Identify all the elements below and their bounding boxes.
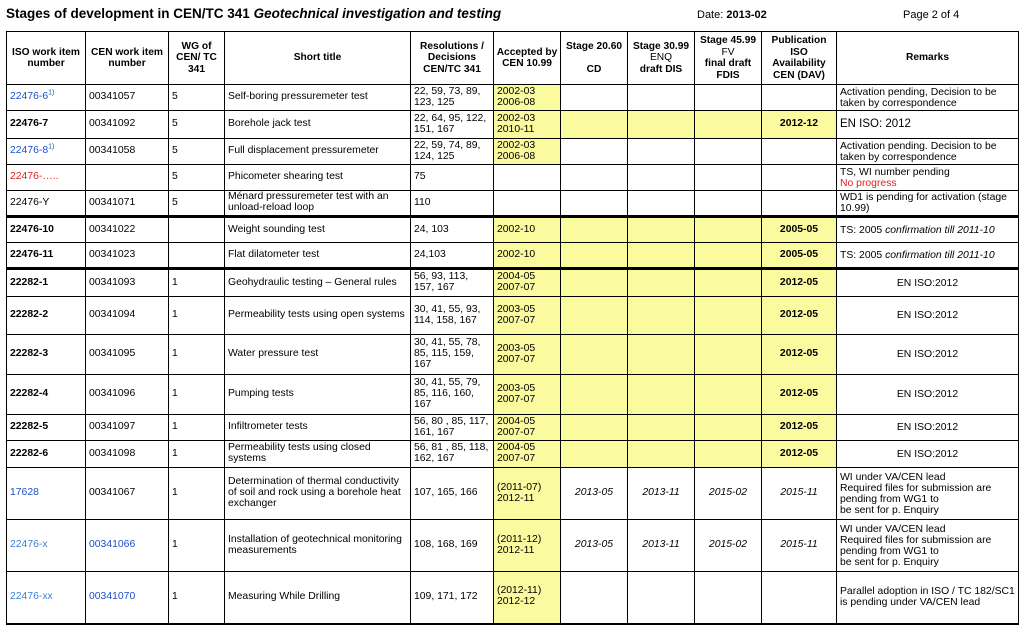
publication-cell: 2012-05 (762, 335, 837, 375)
stage-4599-cell (695, 191, 762, 217)
iso-work-item-cell: 22282-3 (7, 335, 86, 375)
stage-3099-cell: 2013-11 (628, 520, 695, 572)
resolutions-cell: 75 (411, 165, 494, 191)
publication-cell: 2012-05 (762, 297, 837, 335)
date-label: Date: (697, 9, 727, 21)
table-row (7, 111, 1019, 139)
short-title-cell: Determination of thermal conductivity of soil and rock using a borehole heat exchanger (225, 468, 411, 520)
remarks-cell: TS, WI number pending No progress (837, 165, 1019, 191)
accepted-cell: (2011-07) 2012-11 (494, 468, 561, 520)
table-row (7, 335, 1019, 375)
publication-cell: 2015-11 (762, 468, 837, 520)
fv-label: FV (721, 46, 735, 58)
accepted-cell: 2002-10 (494, 243, 561, 269)
remarks-cell: EN ISO:2012 (837, 441, 1019, 468)
cen-work-item-cell: 00341058 (86, 139, 169, 165)
publication-cell (762, 139, 837, 165)
table-body (7, 85, 1019, 624)
accepted-cell: 2003-05 2007-07 (494, 297, 561, 335)
confirmation-note: confirmation till 2011-10 (885, 249, 995, 261)
stage-3099-cell (628, 415, 695, 441)
remarks-cell: WI under VA/CEN lead Required files for submission are pending from WG1 to be sent for p. Enquiry (837, 520, 1019, 572)
stage-4599-cell (695, 441, 762, 468)
wg-cell (169, 243, 225, 269)
short-title-cell: Self-boring pressuremeter test (225, 85, 411, 111)
iso-work-item-cell: 17628 (7, 468, 86, 520)
cen-work-item-cell: 00341066 (86, 520, 169, 572)
wg-cell: 1 (169, 468, 225, 520)
publication-cell: 2005-05 (762, 217, 837, 243)
iso-work-item-cell: 22282-6 (7, 441, 86, 468)
short-title-cell: Full displacement pressuremeter (225, 139, 411, 165)
accepted-cell: 2004-05 2007-07 (494, 415, 561, 441)
wg-cell: 1 (169, 335, 225, 375)
stage-4599-cell (695, 243, 762, 269)
resolutions-cell: 30, 41, 55, 93, 114, 158, 167 (411, 297, 494, 335)
iso-work-item-cell: 22476-x (7, 520, 86, 572)
short-title-cell: Flat dilatometer test (225, 243, 411, 269)
stage-3099-cell (628, 85, 695, 111)
col-publication: Publication ISO Availability CEN (DAV) (762, 32, 837, 85)
table-row (7, 85, 1019, 111)
stage-2060-cell (561, 243, 628, 269)
publication-cell: 2012-05 (762, 415, 837, 441)
short-title-cell: Permeability tests using open systems (225, 297, 411, 335)
col-resolutions: Resolutions / Decisions CEN/TC 341 (411, 32, 494, 85)
resolutions-cell: 22, 59, 74, 89, 124, 125 (411, 139, 494, 165)
col-stage-3099 (628, 32, 695, 85)
short-title-cell: Pumping tests (225, 375, 411, 415)
stage-3099-cell (628, 243, 695, 269)
stage-2060-cell (561, 217, 628, 243)
cen-work-item-cell: 00341093 (86, 269, 169, 297)
stage-4599-cell (695, 269, 762, 297)
col-stage-2060 (561, 32, 628, 85)
table-row (7, 297, 1019, 335)
publication-cell: 2015-11 (762, 520, 837, 572)
stage-3099-cell (628, 191, 695, 217)
cen-work-item-cell: 00341023 (86, 243, 169, 269)
wg-cell (169, 217, 225, 243)
accepted-cell: 2003-05 2007-07 (494, 335, 561, 375)
publication-cell (762, 191, 837, 217)
remarks-cell: WI under VA/CEN lead Required files for submission are pending from WG1 to be sent for p. Enquiry (837, 468, 1019, 520)
publication-cell: 2012-05 (762, 375, 837, 415)
col-accepted: Accepted by CEN 10.99 (494, 32, 561, 85)
resolutions-cell: 24,103 (411, 243, 494, 269)
stage-4599-cell (695, 375, 762, 415)
wg-cell: 5 (169, 165, 225, 191)
remarks-cell: Activation pending. Decision to be taken by correspondence (837, 139, 1019, 165)
table-row (7, 572, 1019, 624)
accepted-cell (494, 191, 561, 217)
resolutions-cell: 107, 165, 166 (411, 468, 494, 520)
accepted-cell: 2002-03 2006-08 (494, 139, 561, 165)
stage-4599-label: Stage 45.99 (699, 35, 757, 46)
stage-cd-label: CD (586, 63, 602, 75)
draft-dis-label: draft DIS (639, 63, 683, 75)
stage-3099-cell: 2013-11 (628, 468, 695, 520)
resolutions-cell: 24, 103 (411, 217, 494, 243)
iso-work-item-cell: 22476-….. (7, 165, 86, 191)
table-row (7, 468, 1019, 520)
remarks-cell: Parallel adoption in ISO / TC 182/SC1 is pending under VA/CEN lead (837, 572, 1019, 624)
cen-work-item-cell: 00341095 (86, 335, 169, 375)
short-title-cell: Permeability tests using closed systems (225, 441, 411, 468)
cen-work-item-cell: 00341098 (86, 441, 169, 468)
wg-cell: 5 (169, 85, 225, 111)
stage-3099-cell (628, 139, 695, 165)
short-title-cell: Water pressure test (225, 335, 411, 375)
remarks-cell: WD1 is pending for activation (stage 10.99) (837, 191, 1019, 217)
stage-2060-cell (561, 165, 628, 191)
accepted-cell: 2004-05 2007-07 (494, 441, 561, 468)
short-title-cell: Borehole jack test (225, 111, 411, 139)
table-row (7, 243, 1019, 269)
remarks-cell: TS: 2005 confirmation till 2011-10 (837, 243, 1019, 269)
publication-cell: 2012-05 (762, 441, 837, 468)
resolutions-cell: 110 (411, 191, 494, 217)
table-row (7, 191, 1019, 217)
wg-cell: 1 (169, 520, 225, 572)
iso-work-item-cell: 22476-10 (7, 217, 86, 243)
stage-3099-cell (628, 165, 695, 191)
stage-2060-cell (561, 335, 628, 375)
stage-3099-cell (628, 111, 695, 139)
publication-cell (762, 572, 837, 624)
col-short-title: Short title (225, 32, 411, 85)
stage-2060-cell: 2013-05 (561, 520, 628, 572)
resolutions-cell: 22, 59, 73, 89, 123, 125 (411, 85, 494, 111)
resolutions-cell: 109, 171, 172 (411, 572, 494, 624)
resolutions-cell: 56, 93, 113, 157, 167 (411, 269, 494, 297)
publication-cell: 2012-12 (762, 111, 837, 139)
table-row (7, 165, 1019, 191)
wg-cell: 1 (169, 375, 225, 415)
stage-4599-cell: 2015-02 (695, 468, 762, 520)
table-row (7, 415, 1019, 441)
wg-cell: 1 (169, 441, 225, 468)
stage-4599-cell (695, 572, 762, 624)
stage-4599-cell (695, 217, 762, 243)
stage-4599-cell: 2015-02 (695, 520, 762, 572)
resolutions-cell: 30, 41, 55, 78, 85, 115, 159, 167 (411, 335, 494, 375)
stage-4599-cell (695, 139, 762, 165)
stage-4599-cell (695, 415, 762, 441)
short-title-cell: Phicometer shearing test (225, 165, 411, 191)
table-row (7, 441, 1019, 468)
short-title-cell: Ménard pressuremeter test with an unload-reload loop (225, 191, 411, 217)
accepted-cell: 2004-05 2007-07 (494, 269, 561, 297)
stages-table (6, 31, 1019, 625)
stage-4599-cell (695, 165, 762, 191)
remarks-cell: EN ISO: 2012 (837, 111, 1019, 139)
stage-2060-cell (561, 572, 628, 624)
stage-2060-cell: 2013-05 (561, 468, 628, 520)
stage-2060-cell (561, 441, 628, 468)
document-header (6, 5, 1018, 25)
resolutions-cell: 56, 80 , 85, 117, 161, 167 (411, 415, 494, 441)
resolutions-cell: 56, 81 , 85, 118, 162, 167 (411, 441, 494, 468)
remarks-cell: EN ISO:2012 (837, 269, 1019, 297)
short-title-cell: Installation of geotechnical monitoring measurements (225, 520, 411, 572)
iso-work-item-cell: 22476-7 (7, 111, 86, 139)
col-stage-4599 (695, 32, 762, 85)
stage-3099-cell (628, 335, 695, 375)
resolutions-cell: 30, 41, 55, 79, 85, 116, 160, 167 (411, 375, 494, 415)
cen-work-item-cell (86, 165, 169, 191)
accepted-cell: 2002-10 (494, 217, 561, 243)
stage-2060-cell (561, 139, 628, 165)
table-row (7, 520, 1019, 572)
col-remarks: Remarks (837, 32, 1019, 85)
cen-work-item-cell: 00341070 (86, 572, 169, 624)
stage-3099-label: Stage 30.99 (632, 40, 690, 52)
cen-work-item-cell: 00341094 (86, 297, 169, 335)
iso-work-item-cell: 22476-6$^{1)}$ (7, 85, 86, 111)
wg-cell: 1 (169, 572, 225, 624)
fdis-label: final draft FDIS (704, 58, 752, 81)
accepted-cell: 2002-03 2010-11 (494, 111, 561, 139)
short-title-cell: Measuring While Drilling (225, 572, 411, 624)
page-number: Page 2 of 4 (903, 9, 960, 21)
remarks-cell: EN ISO:2012 (837, 375, 1019, 415)
stage-4599-cell (695, 297, 762, 335)
cen-work-item-cell: 00341092 (86, 111, 169, 139)
stage-2060-cell (561, 375, 628, 415)
cen-work-item-cell: 00341071 (86, 191, 169, 217)
iso-work-item-cell: 22476-Y (7, 191, 86, 217)
col-cen-work-item: CEN work item number (86, 32, 169, 85)
remarks-cell: TS: 2005 confirmation till 2011-10 (837, 217, 1019, 243)
wg-cell: 1 (169, 269, 225, 297)
stage-3099-cell (628, 441, 695, 468)
iso-work-item-cell: 22282-1 (7, 269, 86, 297)
accepted-cell: (2011-12) 2012-11 (494, 520, 561, 572)
publication-cell: 2012-05 (762, 269, 837, 297)
publication-cell: 2005-05 (762, 243, 837, 269)
remarks-cell: EN ISO:2012 (837, 335, 1019, 375)
iso-work-item-cell: 22282-4 (7, 375, 86, 415)
iso-work-item-cell: 22476-8$^{1)}$ (7, 139, 86, 165)
stage-2060-cell (561, 297, 628, 335)
accepted-cell: 2003-05 2007-07 (494, 375, 561, 415)
short-title-cell: Weight sounding test (225, 217, 411, 243)
stage-4599-cell (695, 85, 762, 111)
table-row (7, 269, 1019, 297)
remarks-cell: EN ISO:2012 (837, 415, 1019, 441)
accepted-cell (494, 165, 561, 191)
stage-2060-cell (561, 191, 628, 217)
resolutions-cell: 22, 64, 95, 122, 151, 167 (411, 111, 494, 139)
publication-cell (762, 85, 837, 111)
iso-work-item-cell: 22282-5 (7, 415, 86, 441)
stage-2060-cell (561, 269, 628, 297)
cen-work-item-cell: 00341097 (86, 415, 169, 441)
col-wg: WG of CEN/ TC 341 (169, 32, 225, 85)
cen-work-item-cell: 00341096 (86, 375, 169, 415)
stage-2060-cell (561, 111, 628, 139)
stage-4599-cell (695, 111, 762, 139)
confirmation-note: confirmation till 2011-10 (885, 224, 995, 236)
title-prefix: Stages of development in CEN/TC 341 (6, 6, 254, 21)
iso-work-item-cell: 22282-2 (7, 297, 86, 335)
footnote-marker: 1) (48, 89, 55, 97)
cen-work-item-cell: 00341067 (86, 468, 169, 520)
enq-label: ENQ (649, 52, 673, 64)
stage-3099-cell (628, 572, 695, 624)
iso-work-item-cell: 22476-xx (7, 572, 86, 624)
stage-2060-cell (561, 415, 628, 441)
stage-3099-cell (628, 269, 695, 297)
cen-work-item-cell: 00341022 (86, 217, 169, 243)
footnote-marker: 1) (48, 143, 55, 151)
col-iso-work-item: ISO work item number (7, 32, 86, 85)
date-value: 2013-02 (726, 9, 767, 21)
table-row (7, 217, 1019, 243)
short-title-cell: Infiltrometer tests (225, 415, 411, 441)
short-title-cell: Geohydraulic testing – General rules (225, 269, 411, 297)
resolutions-cell: 108, 168, 169 (411, 520, 494, 572)
stage-3099-cell (628, 297, 695, 335)
no-progress-note: No progress (840, 177, 897, 189)
accepted-cell: (2012-11) 2012-12 (494, 572, 561, 624)
table-row (7, 375, 1019, 415)
stage-3099-cell (628, 217, 695, 243)
accepted-cell: 2002-03 2006-08 (494, 85, 561, 111)
document-title (6, 6, 501, 21)
stage-2060-label: Stage 20.60 (565, 40, 623, 52)
document-date (697, 9, 767, 21)
remarks-cell: Activation pending, Decision to be taken by correspondence (837, 85, 1019, 111)
publication-cell (762, 165, 837, 191)
cen-work-item-cell: 00341057 (86, 85, 169, 111)
header-row (7, 32, 1019, 85)
stage-3099-cell (628, 375, 695, 415)
wg-cell: 1 (169, 297, 225, 335)
wg-cell: 1 (169, 415, 225, 441)
wg-cell: 5 (169, 111, 225, 139)
stage-2060-cell (561, 85, 628, 111)
wg-cell: 5 (169, 139, 225, 165)
wg-cell: 5 (169, 191, 225, 217)
remarks-cell: EN ISO:2012 (837, 297, 1019, 335)
stage-4599-cell (695, 335, 762, 375)
table-row (7, 139, 1019, 165)
iso-work-item-cell: 22476-11 (7, 243, 86, 269)
title-italic: Geotechnical investigation and testing (253, 6, 502, 21)
